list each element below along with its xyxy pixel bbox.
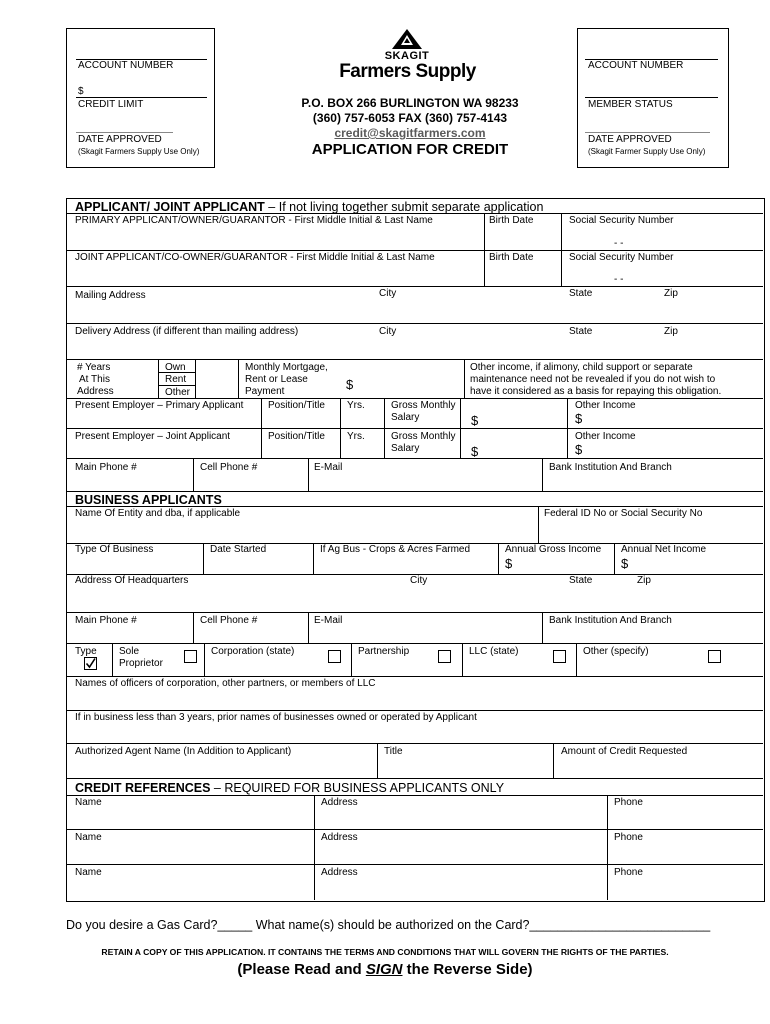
primary-ssn-label: Social Security Number — [569, 215, 674, 226]
primary-other-income-dollar: $ — [575, 411, 583, 426]
delivery-address-label: Delivery Address (if different than mailing address) — [75, 326, 299, 337]
company-address: P.O. BOX 266 BURLINGTON WA 98233 — [301, 96, 519, 110]
reference-1-name-label: Name — [75, 797, 102, 808]
primary-gross-label-1: Gross Monthly — [391, 400, 456, 411]
llc-checkbox[interactable] — [553, 650, 566, 663]
reference-3-address-label: Address — [321, 867, 358, 878]
logo-skagit-text: SKAGIT — [384, 50, 430, 62]
annual-net-income-label: Annual Net Income — [621, 544, 707, 555]
partnership-label: Partnership — [358, 646, 410, 657]
credit-references-heading: CREDIT REFERENCES – REQUIRED FOR BUSINESS APPLICANTS ONLY — [75, 781, 505, 795]
joint-years-label: Yrs. — [347, 431, 365, 442]
retain-copy-notice: RETAIN A COPY OF THIS APPLICATION. IT CONTAINS THE TERMS AND CONDITIONS THAT WILL GOVERN THE RIGHTS OF THE PARTIES. — [101, 947, 669, 957]
applicant-section-heading: APPLICANT/ JOINT APPLICANT – If not living together submit separate application — [75, 200, 544, 214]
company-phone-fax: (360) 757-6053 FAX (360) 757-4143 — [312, 111, 508, 125]
annual-gross-income-dollar: $ — [505, 556, 513, 571]
reference-3-name-label: Name — [75, 867, 102, 878]
federal-id-label: Federal ID No or Social Security No — [544, 508, 703, 519]
delivery-state-label: State — [569, 326, 593, 337]
form-title: APPLICATION FOR CREDIT — [311, 141, 509, 158]
joint-other-income-dollar: $ — [575, 442, 583, 457]
left-dollar: $ — [78, 86, 84, 97]
hq-city-label: City — [410, 575, 428, 586]
annual-net-income-dollar: $ — [621, 556, 629, 571]
sole-proprietor-label-2: Proprietor — [119, 658, 163, 669]
joint-ssn-dashes: - - — [614, 274, 624, 285]
credit-limit-label: CREDIT LIMIT — [78, 99, 144, 110]
hq-zip-label: Zip — [637, 575, 651, 586]
company-email: credit@skagitfarmers.com — [334, 126, 486, 140]
monthly-payment-label-2: Rent or Lease — [245, 374, 308, 385]
officers-names-label: Names of officers of corporation, other partners, or members of LLC — [75, 678, 376, 689]
reference-2-address-label: Address — [321, 832, 358, 843]
delivery-city-label: City — [379, 326, 397, 337]
reference-2-phone-label: Phone — [614, 832, 643, 843]
primary-employer-label: Present Employer – Primary Applicant — [75, 400, 244, 411]
other-income-note-3: have it considered as a basis for repaying this obligation. — [470, 386, 722, 397]
monthly-payment-label-3: Payment — [245, 386, 285, 397]
left-office-note: (Skagit Farmers Supply Use Only) — [78, 147, 200, 156]
joint-birth-date-label: Birth Date — [489, 252, 534, 263]
applicant-cell-phone-label: Cell Phone # — [200, 462, 258, 473]
monthly-payment-label-1: Monthly Mortgage, — [245, 362, 328, 373]
corporation-checkbox[interactable] — [328, 650, 341, 663]
annual-gross-income-label: Annual Gross Income — [505, 544, 602, 555]
joint-gross-label-1: Gross Monthly — [391, 431, 456, 442]
mailing-state-label: State — [569, 288, 593, 299]
primary-ssn-dashes: - - — [614, 238, 624, 249]
years-at-address-label-2: At This — [79, 374, 110, 385]
delivery-zip-label: Zip — [664, 326, 678, 337]
hq-address-label: Address Of Headquarters — [75, 575, 189, 586]
type-of-business-label: Type Of Business — [75, 544, 154, 555]
primary-gross-label-2: Salary — [391, 412, 420, 423]
left-date-approved-label: DATE APPROVED — [78, 134, 162, 145]
right-date-approved-label: DATE APPROVED — [588, 134, 672, 145]
logo-farmers-supply-text: Farmers Supply — [339, 61, 476, 82]
joint-applicant-label: JOINT APPLICANT/CO-OWNER/GUARANTOR - First Middle Initial & Last Name — [75, 252, 435, 263]
agent-title-label: Title — [384, 746, 403, 757]
primary-other-income-label: Other Income — [575, 400, 636, 411]
applicant-main-phone-label: Main Phone # — [75, 462, 137, 473]
credit-requested-label: Amount of Credit Requested — [561, 746, 688, 757]
gas-card-question: Do you desire a Gas Card?_____ What name(s) should be authorized on the Card?__________________________ — [66, 918, 711, 932]
ag-business-label: If Ag Bus - Crops & Acres Farmed — [320, 544, 471, 555]
primary-applicant-label: PRIMARY APPLICANT/OWNER/GUARANTOR - First Middle Initial & Last Name — [75, 215, 433, 226]
corporation-label: Corporation (state) — [211, 646, 295, 657]
rent-label: Rent — [165, 374, 187, 385]
business-main-phone-label: Main Phone # — [75, 615, 137, 626]
business-cell-phone-label: Cell Phone # — [200, 615, 258, 626]
reference-1-address-label: Address — [321, 797, 358, 808]
primary-position-label: Position/Title — [268, 400, 325, 411]
own-label: Own — [165, 362, 186, 373]
monthly-payment-dollar: $ — [346, 377, 354, 392]
date-started-label: Date Started — [210, 544, 267, 555]
right-office-note: (Skagit Farmer Supply Use Only) — [588, 147, 706, 156]
joint-gross-dollar: $ — [471, 444, 479, 459]
reference-3-phone-label: Phone — [614, 867, 643, 878]
other-income-note-2: maintenance need not be revealed if you do not wish to — [470, 374, 716, 385]
sole-proprietor-label-1: Sole — [119, 646, 140, 657]
mailing-zip-label: Zip — [664, 288, 678, 299]
applicant-bank-label: Bank Institution And Branch — [549, 462, 672, 473]
joint-other-income-label: Other Income — [575, 431, 636, 442]
primary-birth-date-label: Birth Date — [489, 215, 534, 226]
other-income-note-1: Other income, if alimony, child support or separate — [470, 362, 693, 373]
years-at-address-label-3: Address — [77, 386, 114, 397]
partnership-checkbox[interactable] — [438, 650, 451, 663]
reference-2-name-label: Name — [75, 832, 102, 843]
business-section-heading: BUSINESS APPLICANTS — [75, 493, 222, 507]
mailing-city-label: City — [379, 288, 397, 299]
hq-state-label: State — [569, 575, 593, 586]
other-housing-label: Other — [165, 387, 191, 398]
skagit-logo-icon — [391, 28, 423, 50]
joint-gross-label-2: Salary — [391, 443, 420, 454]
business-type-label: Type — [75, 646, 97, 657]
authorized-agent-label: Authorized Agent Name (In Addition to Applicant) — [75, 746, 292, 757]
right-account-number-label: ACCOUNT NUMBER — [588, 60, 684, 71]
read-and-sign-notice: (Please Read and SIGN the Reverse Side) — [237, 961, 533, 978]
joint-ssn-label: Social Security Number — [569, 252, 674, 263]
sole-proprietor-alt-checkbox[interactable] — [184, 650, 197, 663]
left-account-number-label: ACCOUNT NUMBER — [78, 60, 174, 71]
other-business-type-checkbox[interactable] — [708, 650, 721, 663]
llc-label: LLC (state) — [469, 646, 519, 657]
business-email-label: E-Mail — [314, 615, 343, 626]
sole-proprietor-checkbox[interactable] — [84, 657, 97, 670]
joint-employer-label: Present Employer – Joint Applicant — [75, 431, 231, 442]
business-bank-label: Bank Institution And Branch — [549, 615, 672, 626]
other-specify-label: Other (specify) — [583, 646, 649, 657]
mailing-address-label: Mailing Address — [75, 290, 146, 301]
primary-years-label: Yrs. — [347, 400, 365, 411]
joint-position-label: Position/Title — [268, 431, 325, 442]
applicant-email-label: E-Mail — [314, 462, 343, 473]
primary-gross-dollar: $ — [471, 413, 479, 428]
entity-name-label: Name Of Entity and dba, if applicable — [75, 508, 241, 519]
years-at-address-label-1: # Years — [77, 362, 111, 373]
member-status-label: MEMBER STATUS — [588, 99, 673, 110]
prior-business-names-label: If in business less than 3 years, prior names of businesses owned or operated by Applicant — [75, 712, 477, 723]
reference-1-phone-label: Phone — [614, 797, 643, 808]
